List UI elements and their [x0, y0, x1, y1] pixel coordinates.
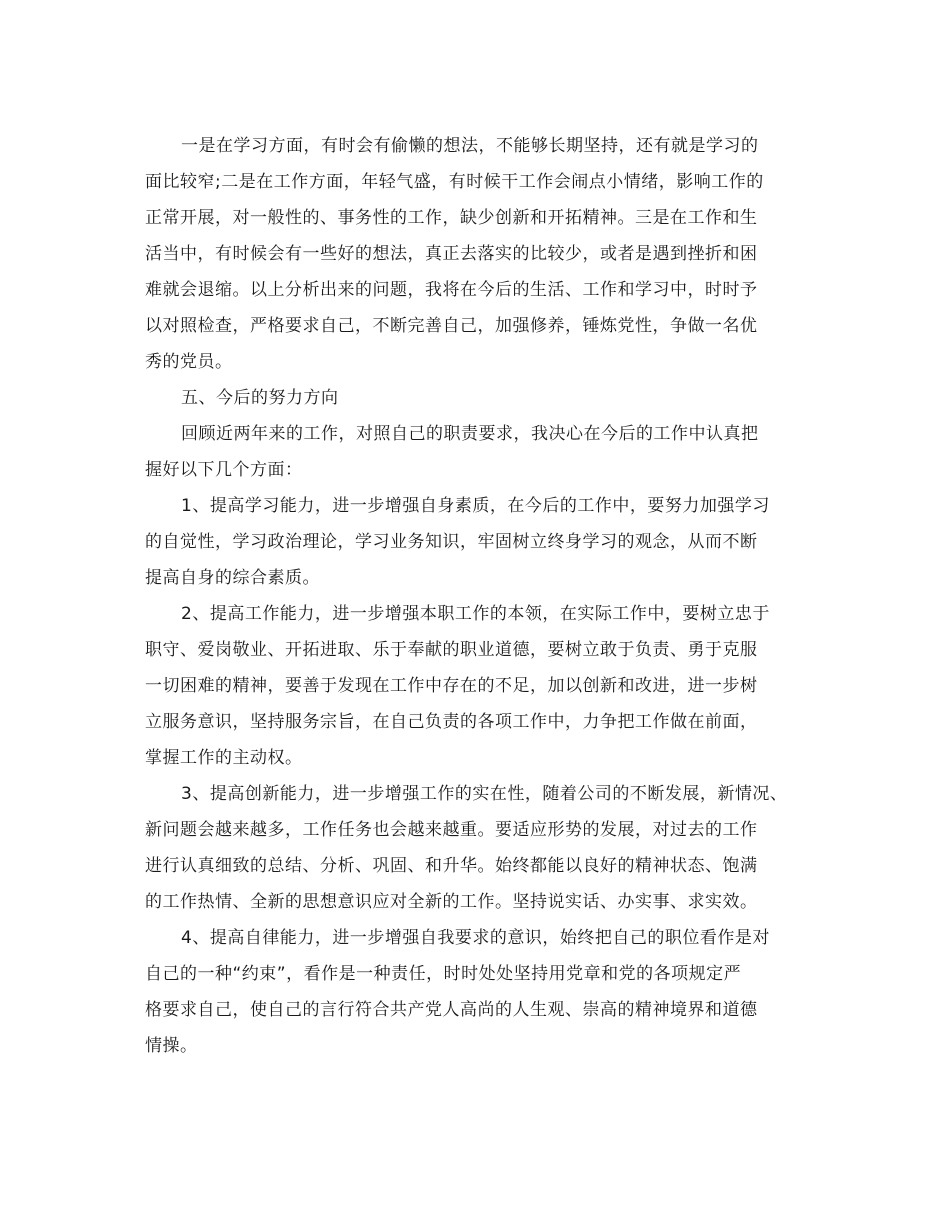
text-line: 握好以下几个方面：: [145, 460, 303, 480]
text-line: 的工作热情、全新的思想意识应对全新的工作。坚持说实话、办实事、求实效。: [145, 892, 758, 912]
section-heading: 五、今后的努力方向: [181, 388, 339, 408]
text-line: 2、提高工作能力，进一步增强本职工作的本领，在实际工作中，要树立忠于: [181, 604, 770, 624]
text-line: 新问题会越来越多，工作任务也会越来越重。要适应形势的发展，对过去的工作: [145, 820, 758, 840]
text-line: 的自觉性，学习政治理论，学习业务知识，牢固树立终身学习的观念，从而不断: [145, 532, 758, 552]
text-line: 活当中，有时候会有一些好的想法，真正去落实的比较少，或者是遇到挫折和困: [145, 244, 758, 264]
text-line: 回顾近两年来的工作，对照自己的职责要求，我决心在今后的工作中认真把: [181, 424, 759, 444]
text-line: 一切困难的精神，要善于发现在工作中存在的不足，加以创新和改进，进一步树: [145, 676, 758, 696]
text-line: 面比较窄;二是在工作方面，年轻气盛，有时候干工作会闹点小情绪，影响工作的: [145, 172, 764, 192]
text-line: 1、提高学习能力，进一步增强自身素质，在今后的工作中，要努力加强学习: [181, 496, 770, 516]
text-line: 进行认真细致的总结、分析、巩固、和升华。始终都能以良好的精神状态、饱满: [145, 856, 758, 876]
text-line: 立服务意识，坚持服务宗旨，在自己负责的各项工作中，力争把工作做在前面，: [145, 712, 758, 732]
text-line: 一是在学习方面，有时会有偷懒的想法，不能够长期坚持，还有就是学习的: [181, 136, 759, 156]
text-line: 提高自身的综合素质。: [145, 568, 320, 588]
text-line: 秀的党员。: [145, 352, 233, 372]
text-line: 正常开展，对一般性的、事务性的工作，缺少创新和开拓精神。三是在工作和生: [145, 208, 758, 228]
text-line: 4、提高自律能力，进一步增强自我要求的意识，始终把自己的职位看作是对: [181, 928, 770, 948]
text-line: 难就会退缩。以上分析出来的问题，我将在今后的生活、工作和学习中，时时予: [145, 280, 758, 300]
text-line: 格要求自己，使自己的言行符合共产党人高尚的人生观、崇高的精神境界和道德: [145, 1000, 758, 1020]
text-line: 自己的一种“约束”，看作是一种责任，时时处处坚持用党章和党的各项规定严: [145, 964, 742, 984]
text-line: 掌握工作的主动权。: [145, 748, 303, 768]
text-line: 以对照检查，严格要求自己，不断完善自己，加强修养，锤炼党性，争做一名优: [145, 316, 758, 336]
text-line: 3、提高创新能力，进一步增强工作的实在性，随着公司的不断发展，新情况、: [181, 784, 788, 804]
document-body: [145, 128, 835, 1064]
text-line: 情操。: [145, 1036, 198, 1056]
text-line: 职守、爱岗敬业、开拓进取、乐于奉献的职业道德，要树立敢于负责、勇于克服: [145, 640, 758, 660]
